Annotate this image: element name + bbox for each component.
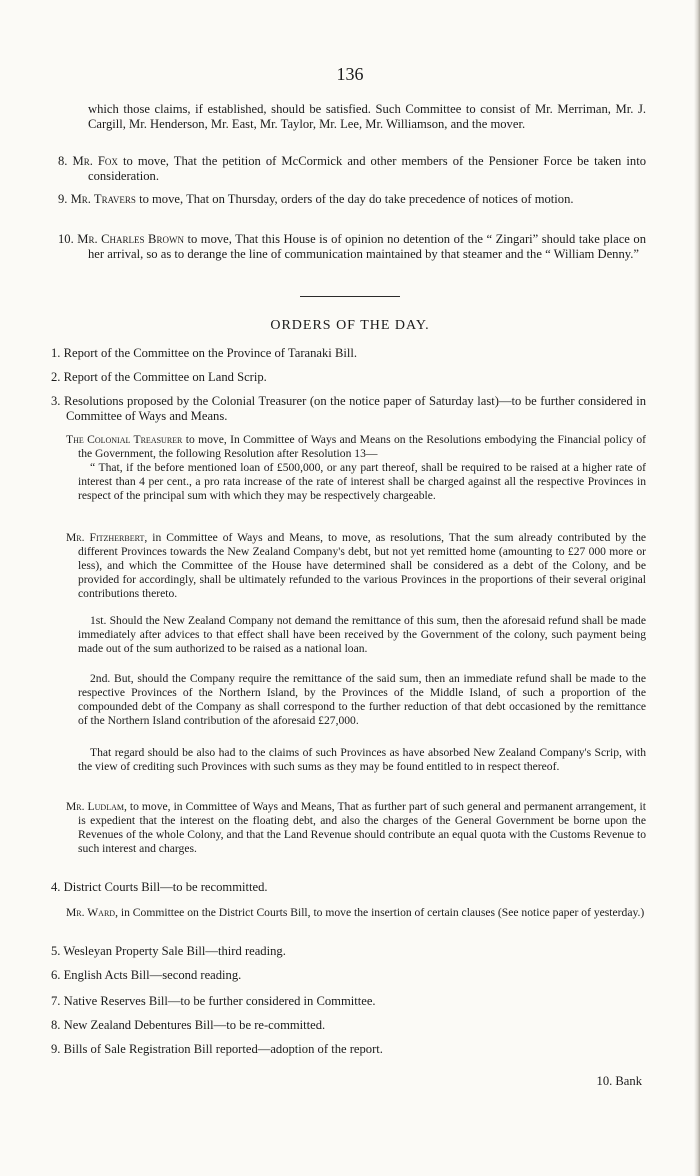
order-text: New Zealand Debentures Bill—to be re-committed. <box>63 1018 326 1032</box>
order-text: Bills of Sale Registration Bill reported—adoption of the report. <box>63 1042 383 1056</box>
fitzherbert-motion <box>66 531 647 601</box>
notice-continuation: which those claims, if established, should be satisfied. Such Committee to consist of Mr. Merriman, Mr. J. Cargill, Mr. Henderson, Mr. East, Mr. Taylor, Mr. Lee, Mr. Williamson, and the mover. <box>88 102 646 132</box>
order-text: Report of the Committee on Land Scrip. <box>63 370 267 384</box>
mover-name: Mr. Ward <box>66 906 116 919</box>
order-number: 9. <box>51 1042 61 1056</box>
motion-text: , in Committee of Ways and Means, to move, as resolutions, That the sum already contributed by the different Provinces towards the New Zealand Company's debt, but not yet remitted home (amounting to £27 000 more or less), and which the Committee of the House have determined shall be considered as a debt of the Colony, and be provided for accordingly, shall be ultimately refunded to the various Provinces in the proportions of their several original contributions thereto. <box>78 531 647 600</box>
ward-motion <box>66 906 646 920</box>
catchword: 10. Bank <box>596 1074 642 1088</box>
page-edge-shadow <box>694 0 700 1176</box>
order-number: 6. <box>51 968 61 982</box>
mover-name: Mr. Charles Brown <box>77 232 184 246</box>
notice-number: 9. <box>58 192 68 206</box>
order-text: Native Reserves Bill—to be further considered in Committee. <box>63 994 376 1008</box>
order-text: District Courts Bill—to be recommitted. <box>63 880 268 894</box>
notice-number: 8. <box>58 154 68 168</box>
order-number: 3. <box>51 394 61 408</box>
mover-name: Mr. Ludlam <box>66 800 124 813</box>
fitzherbert-clause-1: 1st. Should the New Zealand Company not demand the remittance of this sum, then the aforesaid refund shall be made immediately after advices to that effect shall have been received by the Government of the colony, such payment being made out of the sum authorized to be raised as a national loan. <box>78 614 646 655</box>
notice-10 <box>58 232 646 263</box>
motion-text: , to move, in Committee of Ways and Means, That as further part of such general and permanent arrangement, it is expedient that the interest on the floating debt, and also the charges of the General Government be borne upon the Revenues of the whole Colony, and that the Land Revenue should contribute an equal quota with the Customs Revenue to such interest and charges. <box>78 800 646 855</box>
mover-name: Mr. Fitzherbert <box>66 531 145 544</box>
notice-text: to move, That the petition of McCormick and other members of the Pensioner Force be taken into consideration. <box>88 154 646 184</box>
order-6 <box>51 968 646 983</box>
fitzherbert-clause-3: That regard should be also had to the claims of such Provinces as have absorbed New Zealand Company's Scrip, with the view of crediting such Provinces with such sums as they may be found entitled to in respect thereof. <box>78 746 646 773</box>
order-number: 1. <box>51 346 61 360</box>
order-number: 8. <box>51 1018 61 1032</box>
fitzherbert-clause-2: 2nd. But, should the Company require the remittance of the said sum, then an immediate refund shall be made to the respective Provinces of the Northern Island, by the Provinces of the Middle Island, of such a proportion of the compounded debt of the Company as shall correspond to the further reduction of that debt occasioned by the remittance of the Northern Island contribution of the aforesaid £27,000. <box>78 672 646 727</box>
order-5 <box>51 944 646 959</box>
order-8 <box>51 1018 646 1033</box>
order-number: 7. <box>51 994 61 1008</box>
order-number: 2. <box>51 370 61 384</box>
order-1 <box>51 346 646 361</box>
mover-name: Mr. Travers <box>70 192 136 206</box>
orders-heading: ORDERS OF THE DAY. <box>270 318 430 333</box>
ludlam-motion <box>66 800 646 856</box>
order-number: 4. <box>51 880 61 894</box>
page-number: 136 <box>336 64 364 84</box>
order-3 <box>51 394 646 425</box>
mover-name: The Colonial Treasurer <box>66 433 183 446</box>
order-4 <box>51 880 646 895</box>
order-number: 5. <box>51 944 61 958</box>
order-text: Resolutions proposed by the Colonial Treasurer (on the notice paper of Saturday last)—to be further considered in Committee of Ways and Means. <box>64 394 646 424</box>
order-2 <box>51 370 646 385</box>
order-text: Wesleyan Property Sale Bill—third reading. <box>63 944 286 958</box>
section-divider <box>300 296 400 297</box>
motion-text: to move, In Committee of Ways and Means on the Resolutions embodying the Financial policy of the Government, the following Resolution after Resolution 13— <box>78 433 646 460</box>
motion-text: , in Committee on the District Courts Bill, to move the insertion of certain clauses (See notice paper of yesterday.) <box>115 906 645 919</box>
notice-9 <box>58 192 646 207</box>
order-7 <box>51 994 646 1009</box>
order-text: English Acts Bill—second reading. <box>63 968 242 982</box>
notice-number: 10. <box>58 232 74 246</box>
treasurer-motion <box>66 433 646 461</box>
mover-name: Mr. Fox <box>72 154 118 168</box>
treasurer-resolution: “ That, if the before mentioned loan of £500,000, or any part thereof, shall be required to be raised at a higher rate of interest than 4 per cent., a pro rata increase of the rate of interest shall be charged against all the respective Provinces in respect of the principal sum with which they may be respectively chargeable. <box>78 461 646 502</box>
order-text: Report of the Committee on the Province of Taranaki Bill. <box>63 346 357 360</box>
notice-text: to move, That this House is of opinion no detention of the “ Zingari” should take place on her arrival, so as to derange the line of communication maintained by that steamer and the “ William Denny.” <box>88 232 646 262</box>
notice-text: to move, That on Thursday, orders of the day do take precedence of notices of motion. <box>135 192 574 206</box>
notice-8 <box>58 154 646 185</box>
order-9 <box>51 1042 646 1057</box>
